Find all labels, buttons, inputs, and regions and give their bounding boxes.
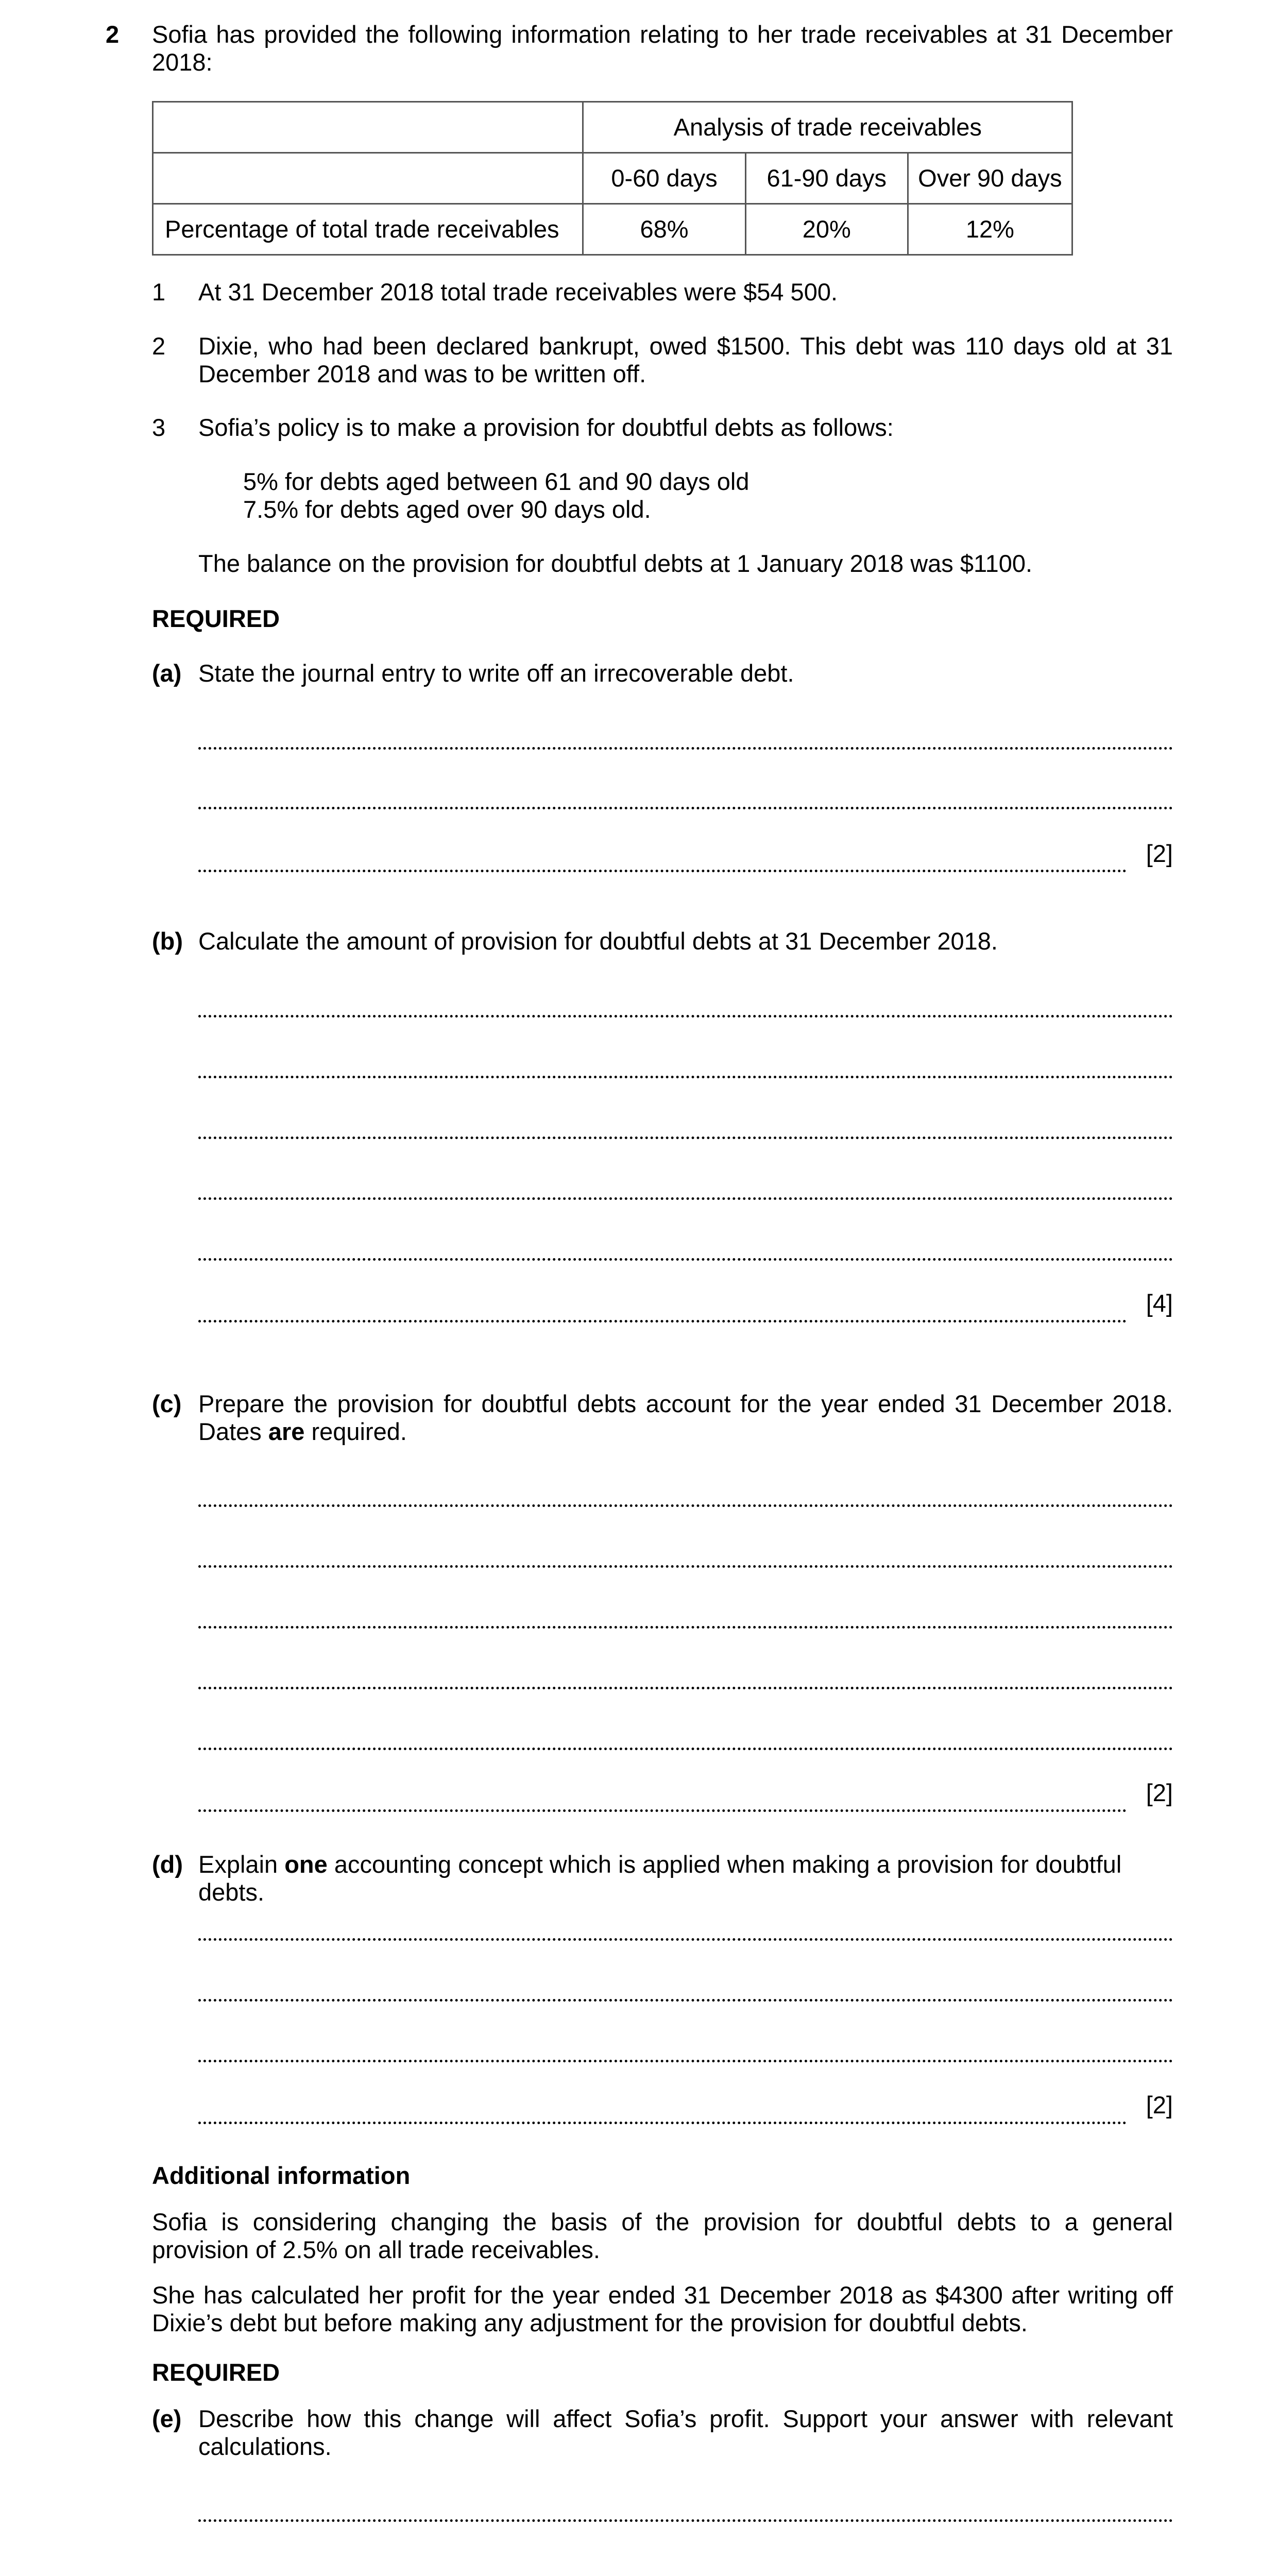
answer-line[interactable] [198, 1258, 1173, 1261]
part-label: (e) [152, 2405, 182, 2432]
question-intro: Sofia has provided the following information relating to her trade receivables at 31 December 2018: [152, 21, 1173, 76]
note-item [152, 414, 1173, 442]
note-number: 3 [152, 414, 166, 441]
part-label: (d) [152, 1851, 183, 1878]
policy-rate: 5% for debts aged between 61 and 90 days old [243, 468, 749, 495]
answer-line[interactable] [198, 1565, 1173, 1568]
answer-line[interactable] [198, 1626, 1173, 1629]
note-text: Dixie, who had been declared bankrupt, owed $1500. This debt was 110 days old at 31 December 2018 and was to be written off. [198, 332, 1173, 388]
question-number: 2 [106, 21, 120, 48]
part-text-segment: accounting concept which is applied when making a provision for doubtful debts. [198, 1851, 1122, 1906]
table-row-label: Percentage of total trade receivables [153, 204, 583, 255]
note-number: 1 [152, 278, 166, 306]
note-item [152, 278, 1173, 306]
part-text-emphasis: are [268, 1418, 305, 1446]
answer-line[interactable] [198, 747, 1173, 750]
table-group-header-row [153, 102, 1072, 153]
table-empty-cell [153, 153, 583, 204]
answer-line[interactable] [198, 1938, 1173, 1941]
table-column-header-row [153, 153, 1072, 204]
part-label: (c) [152, 1390, 182, 1417]
part-text: State the journal entry to write off an irrecoverable debt. [198, 659, 794, 687]
marks-label: [2] [1146, 840, 1173, 867]
additional-info-text: Sofia is considering changing the basis of the provision for doubtful debts to a general provision of 2.5% on all trade receivables. [152, 2208, 1173, 2264]
answer-line[interactable] [198, 1015, 1173, 1018]
table-group-header: Analysis of trade receivables [583, 102, 1072, 153]
part-text [198, 1851, 1173, 1906]
marks-label: [2] [1146, 1779, 1173, 1806]
note-item [152, 332, 1173, 388]
table-column-header: Over 90 days [908, 153, 1072, 204]
answer-line[interactable] [198, 1076, 1173, 1078]
table-row [153, 204, 1072, 255]
opening-balance-text: The balance on the provision for doubtful debts at 1 January 2018 was $1100. [198, 550, 1033, 577]
table-cell: 20% [745, 204, 908, 255]
table-empty-cell [153, 102, 583, 153]
marks-label: [2] [1146, 2091, 1173, 2119]
table-column-header: 0-60 days [583, 153, 745, 204]
answer-line[interactable] [198, 1748, 1173, 1750]
part-text-segment: required. [304, 1418, 407, 1446]
answer-line[interactable] [198, 807, 1173, 809]
answer-line[interactable] [198, 1504, 1173, 1507]
answer-line[interactable] [198, 1687, 1173, 1689]
answer-line[interactable] [198, 870, 1127, 872]
receivables-table [152, 101, 1073, 256]
note-text: At 31 December 2018 total trade receivables were $54 500. [198, 278, 838, 306]
answer-line[interactable] [198, 1809, 1127, 1812]
answer-line[interactable] [198, 2122, 1127, 2124]
part-text-segment: Explain [198, 1851, 285, 1878]
required-heading: REQUIRED [152, 605, 280, 632]
part-label: (a) [152, 659, 182, 687]
marks-label: [4] [1146, 1290, 1173, 1317]
part-text: Describe how this change will affect Sofia’s profit. Support your answer with relevant calculations. [198, 2405, 1173, 2461]
policy-rate: 7.5% for debts aged over 90 days old. [243, 496, 651, 523]
part-text-segment: Prepare the provision for doubtful debts account for the year ended 31 December 2018. Dates [198, 1390, 1173, 1446]
note-number: 2 [152, 332, 166, 360]
additional-info-text: She has calculated her profit for the year ended 31 December 2018 as $4300 after writing off Dixie’s debt but before making any adjustment for the provision for doubtful debts. [152, 2281, 1173, 2337]
additional-info-heading: Additional information [152, 2162, 411, 2189]
answer-line[interactable] [198, 1999, 1173, 2002]
answer-line[interactable] [198, 1137, 1173, 1139]
part-label: (b) [152, 927, 183, 955]
part-text [198, 1390, 1173, 1446]
table-column-header: 61-90 days [745, 153, 908, 204]
answer-line[interactable] [198, 2060, 1173, 2062]
table-cell: 12% [908, 204, 1072, 255]
answer-line[interactable] [198, 2519, 1173, 2522]
part-text: Calculate the amount of provision for doubtful debts at 31 December 2018. [198, 927, 998, 955]
required-heading: REQUIRED [152, 2359, 280, 2386]
answer-line[interactable] [198, 1320, 1127, 1323]
part-text-emphasis: one [284, 1851, 328, 1878]
table-cell: 68% [583, 204, 745, 255]
note-text: Sofia’s policy is to make a provision for doubtful debts as follows: [198, 414, 894, 441]
answer-line[interactable] [198, 1197, 1173, 1200]
